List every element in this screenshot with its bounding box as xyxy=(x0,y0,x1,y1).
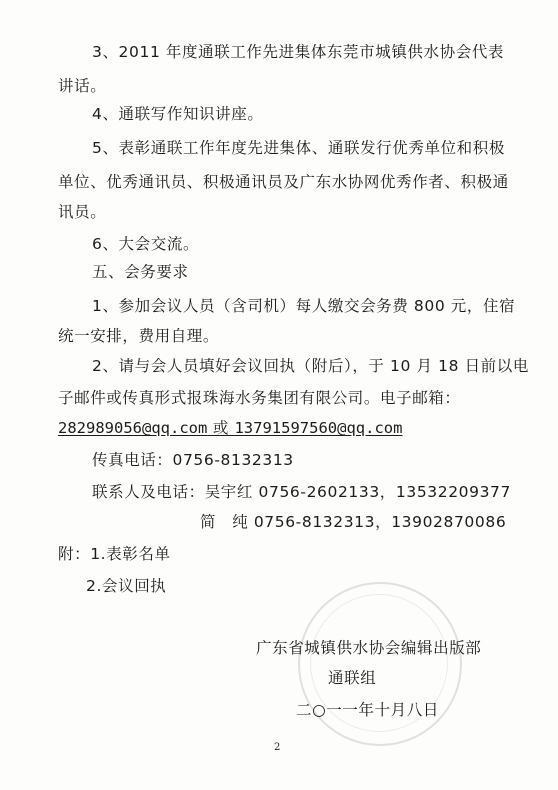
official-seal xyxy=(298,582,462,746)
agenda-item-5-line-1: 5、表彰通联工作年度先进集体、通联发行优秀单位和积极 xyxy=(92,139,505,157)
email-line xyxy=(58,418,402,438)
requirement-2-line-2: 子邮件或传真形式报珠海水务集团有限公司。电子邮箱： xyxy=(58,389,461,407)
email-separator: 或 xyxy=(207,419,235,437)
contact-person-1: 吴宇红 0756-2602133，13532209377 xyxy=(204,483,511,501)
email-address-1[interactable]: 282989056@qq.com xyxy=(58,419,208,437)
signature-date: 二○一一年十月八日 xyxy=(296,701,439,719)
signature-group: 通联组 xyxy=(328,669,377,687)
agenda-item-5-line-2: 单位、优秀通讯员、积极通讯员及广东水协网优秀作者、积极通 xyxy=(58,173,509,191)
contact-person-2: 简 纯 0756-8132313，13902870086 xyxy=(200,513,507,531)
agenda-item-4: 4、通联写作知识讲座。 xyxy=(92,105,264,123)
contact-line-1 xyxy=(92,482,511,502)
fax-line: 传真电话：0756-8132313 xyxy=(92,451,294,469)
section-heading-meeting-requirements: 五、会务要求 xyxy=(92,263,189,281)
requirement-1-line-2: 统一安排，费用自理。 xyxy=(58,327,220,345)
requirement-2-line-1: 2、请与会人员填好会议回执（附后），于 10 月 18 日前以电 xyxy=(92,357,529,375)
agenda-item-3-line-2: 讲话。 xyxy=(58,77,107,95)
agenda-item-5-line-3: 讯员。 xyxy=(58,203,107,221)
email-address-2[interactable]: 13791597560@qq.com xyxy=(234,419,403,437)
contact-label: 联系人及电话： xyxy=(92,483,205,501)
attachment-2: 2.会议回执 xyxy=(86,577,167,595)
agenda-item-6: 6、大会交流。 xyxy=(92,235,200,253)
page-number: 2 xyxy=(274,742,281,753)
attachment-1: 附：1.表彰名单 xyxy=(58,545,171,563)
requirement-1-line-1: 1、参加会议人员（含司机）每人缴交会务费 800 元，住宿 xyxy=(92,297,516,315)
signature-organization: 广东省城镇供水协会编辑出版部 xyxy=(256,639,482,657)
agenda-item-3-line-1: 3、2011 年度通联工作先进集体东莞市城镇供水协会代表 xyxy=(92,43,505,61)
